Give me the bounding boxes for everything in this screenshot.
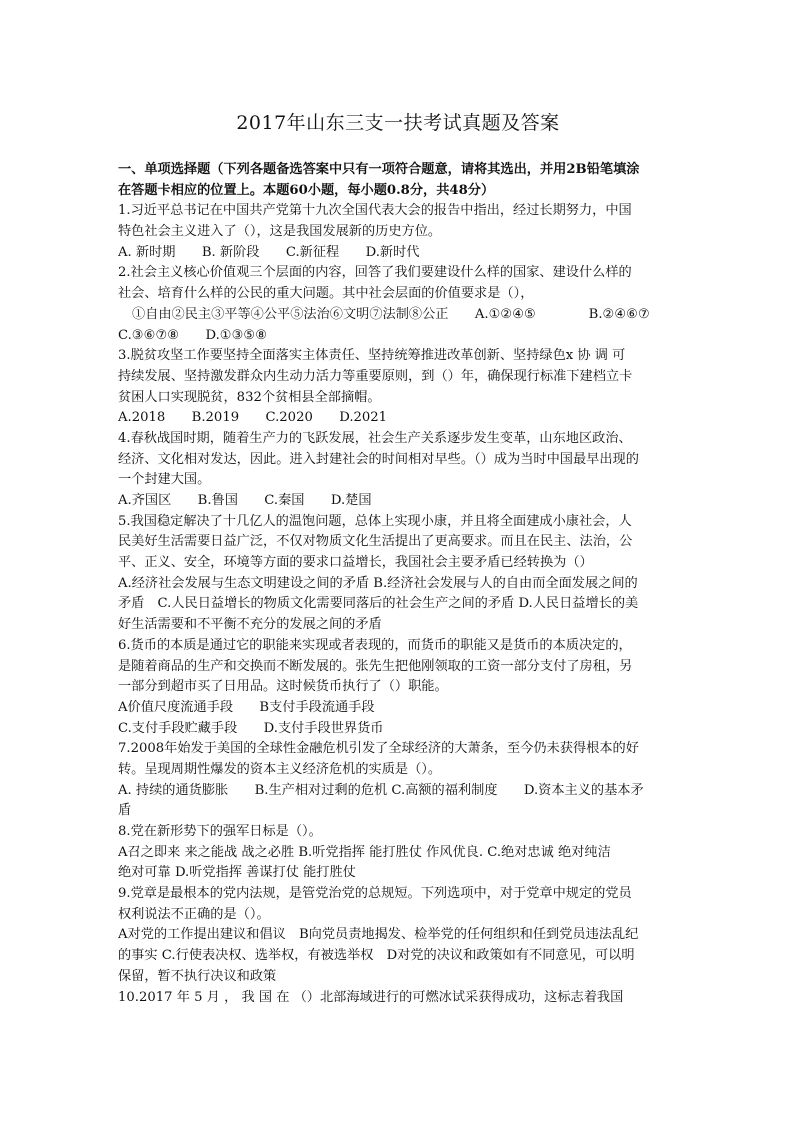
section-heading: 一、单项选择题（下列各题备选答案中只有一项符合题意，请将其选出，并用2B铅笔填涂 bbox=[118, 162, 640, 177]
question-4-text: 一个封建大国。 bbox=[118, 472, 211, 488]
question-3-text: 3.脱贫攻坚工作要坚持全面落实主体责任、坚持统筹推进改革创新、坚持绿色x 协 调 可 bbox=[118, 348, 626, 364]
question-5-text: 民美好生活需要日益广泛，不仅对物质文化生活提出了更高要求。而且在民主、法治，公 bbox=[118, 534, 633, 550]
question-1-text: 特色社会主义进入了（），这是我国发展新的历史方位。 bbox=[118, 224, 442, 240]
question-6-text: 6.货币的本质是通过它的职能来实现或者表现的，而货币的职能又是货币的本质决定的， bbox=[118, 637, 632, 653]
question-2-text: 社会、培育什么样的公民的重大问题。其中社会层面的价值要求是（）， bbox=[118, 286, 534, 302]
question-5-options: A.经济社会发展与生态文明建设之间的矛盾 B.经济社会发展与人的自由而全面发展之间的 bbox=[118, 575, 638, 591]
question-9-options: 保留，暂不执行决议和政策 bbox=[118, 968, 277, 984]
question-5-options: 好生活需要和不平衡不充分的发展之间的矛盾 bbox=[118, 617, 382, 633]
question-2-text: 2.社会主义核心价值观三个层面的内容，回答了我们要建设什么样的国家、建设什么样的 bbox=[118, 265, 632, 281]
question-5-text: 平、正义、安全，环境等方面的要求口益增长，我国社会主要矛盾已经转换为（） bbox=[118, 555, 593, 571]
question-8-options: 绝对可靠 D.听党指挥 善谋打仗 能打胜仗 bbox=[118, 865, 356, 881]
question-7-options: A. 持续的通货膨胀 B.生产相对过剩的危机 C.高额的福利制度 D.资本主义的基本矛 bbox=[118, 782, 644, 798]
question-8-text: 8.党在新形势下的强军日标是（）。 bbox=[118, 824, 322, 839]
question-2-options: ①自由②民主③平等④公平⑤法治⑥文明⑦法制⑧公正 A.①②④⑤ B.②④⑥⑦ bbox=[132, 306, 650, 322]
question-6-text: 是随着商品的生产和交换而不断发展的。张先生把他刚领取的工资一部分支付了房租，另 bbox=[118, 658, 633, 674]
question-7-text: 7.2008年始发于美国的全球性金融危机引发了全球经济的大萧条，至今仍未获得根本的好 bbox=[118, 741, 639, 757]
question-6-text: 一部分到超市买了日用品。这时候货币执行了（）职能。 bbox=[118, 679, 448, 695]
question-7-text: 转。呈现周期性爆发的资本主义经济危机的实质是（）。 bbox=[118, 761, 442, 777]
question-4-text: 经济、文化相对发达，因此。进入封建社会的时间相对早些。（）成为当时中国最早出现的 bbox=[118, 451, 639, 467]
question-7-options: 盾 bbox=[118, 803, 132, 819]
question-5-options: 矛盾 C.人民日益增长的物质文化需要同落后的社会生产之间的矛盾 D.人民日益增长的美 bbox=[118, 596, 639, 612]
question-8-options: A召之即来 来之能战 战之必胜 B.听党指挥 能打胜仗 作风优良. C.绝对忠诚 绝对纯洁 bbox=[118, 844, 611, 860]
question-4-options: A.齐国区 B.鲁国 C.秦国 D.楚国 bbox=[118, 493, 372, 508]
question-6-options: A价值尺度流通手段 B支付手段流通手段 bbox=[118, 699, 375, 715]
question-5-text: 5.我国稳定解决了十几亿人的温饱问题，总体上实现小康，并且将全面建成小康社会，人 bbox=[118, 513, 632, 529]
section-heading: 在答题卡相应的位置上。本题60小题，每小题0.8分，共48分） bbox=[118, 182, 495, 198]
question-3-options: A.2018 B.2019 C.2020 D.2021 bbox=[118, 410, 388, 426]
question-9-text: 权利说法不正确的是（）。 bbox=[118, 906, 270, 922]
question-9-options: 的事实 C.行使表决权、选举权，有被选举权 D对党的决议和政策如有不同意见，可以明 bbox=[118, 948, 635, 964]
question-1-text: 1.习近平总书记在中国共产党第十九次全国代表大会的报告中指出，经过长期努力，中国 bbox=[118, 203, 632, 219]
question-9-options: A对党的工作提出建议和倡议 B向党员责地揭发、检举党的任何组织和任到党员违法乱纪 bbox=[118, 927, 639, 943]
question-2-options: C.③⑥⑦⑧ D.①③⑤⑧ bbox=[118, 327, 268, 343]
question-9-text: 9.党章是最根本的党内法规，是管党治党的总规短。下列选项中，对于党章中规定的党员 bbox=[118, 886, 632, 902]
question-3-text: 贫困人口实现脱贫，832个贫相县全部摘帽。 bbox=[118, 389, 381, 405]
question-6-options: C.支付手段贮藏手段 D.支付手段世界货币 bbox=[118, 720, 384, 736]
document-body bbox=[118, 160, 678, 1008]
document-title: 2017年山东三支一扶考试真题及答案 bbox=[236, 112, 560, 134]
question-3-text: 持续发展、坚持激发群众内生动力活力等重要原则，到（）年，确保现行标准下建档立卡 bbox=[118, 368, 633, 384]
question-1-options: A. 新时期 B. 新阶段 C.新征程 D.新时代 bbox=[118, 244, 420, 260]
question-4-text: 4.春秋战国时期，随着生产力的飞跃发展，社会生产关系逐步发生变革，山东地区政治、 bbox=[118, 430, 632, 446]
question-10-text: 10.2017 年 5 月 ， 我 国 在 （）北部海域进行的可燃冰试采获得成功，这标志着我国 bbox=[118, 989, 624, 1005]
